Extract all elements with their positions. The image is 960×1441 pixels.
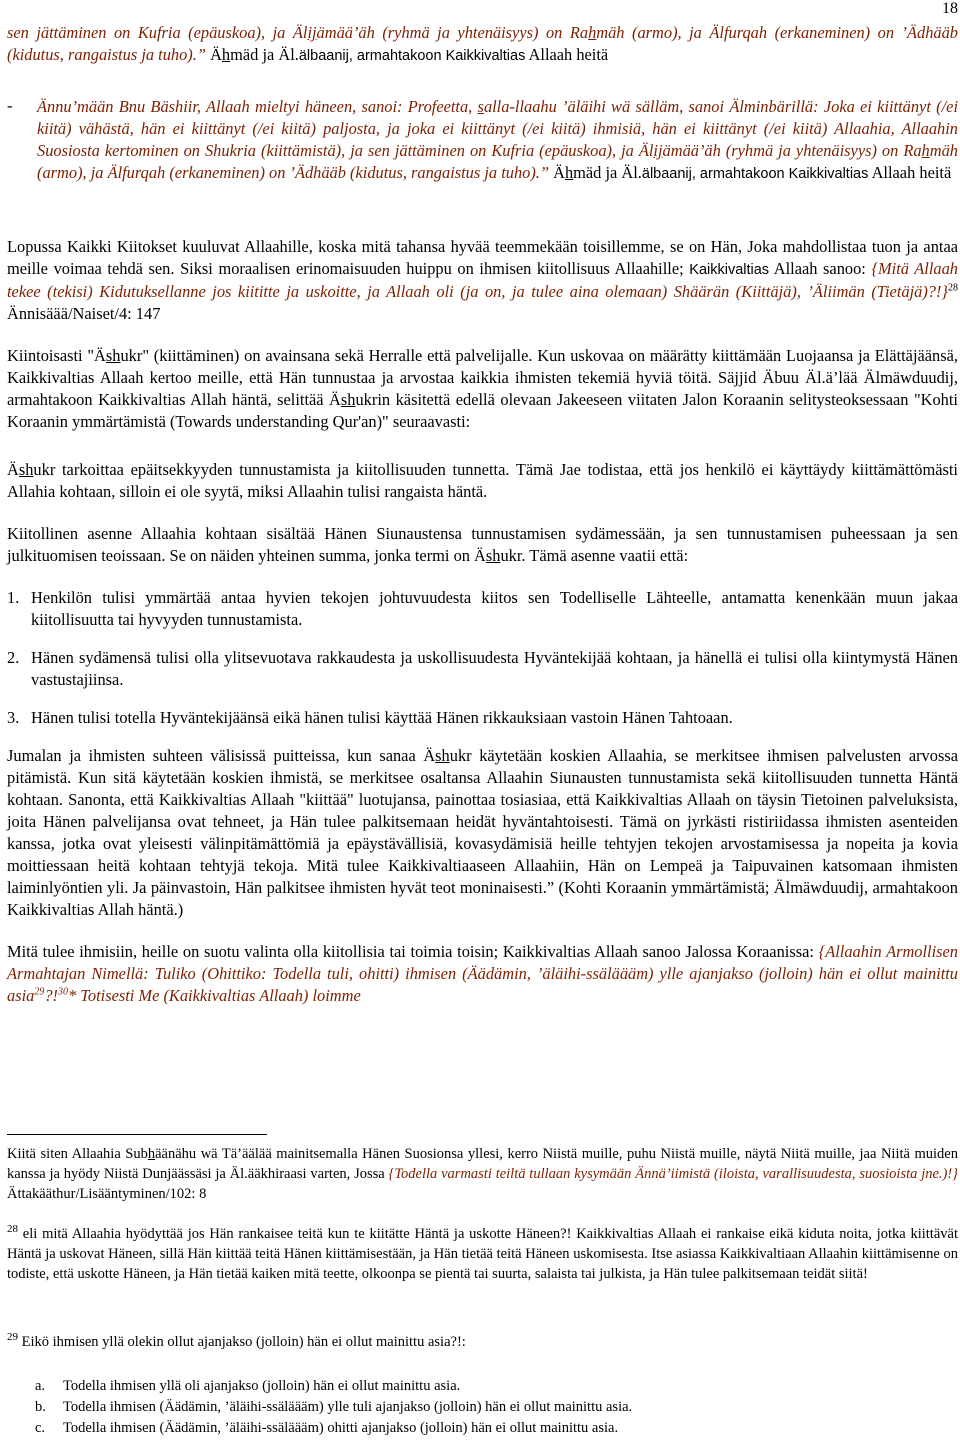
page-number: 18 bbox=[942, 0, 958, 17]
list-item: 3. Hänen tulisi totella Hyväntekijäänsä eikä hänen tulisi käyttää Hänen rikkauksiaan vastoin Hänen Tahtoaan. bbox=[7, 708, 733, 727]
list-item: 1. Henkilön tulisi ymmärtää antaa hyvien tekojen johtuvuudesta kiitos sen Todelliselle Lähteelle, antamatta kenenkään muun jakaa kiitollisuutta tai hyvyyden tunnustamista. bbox=[7, 588, 958, 629]
list-item: a. Todella ihmisen yllä oli ajanjakso (jolloin) hän ei ollut mainittu asia. bbox=[35, 1378, 461, 1394]
footnote-continuation: Kiitä siten Allaahia Subhäänähu wä Tä’äälää mainitsemalla Hänen Suosionsa yllesi, kerro Niistä muille, puhu Niistä muille, näytä Niitä muille, jaa Niitä muiden kanssa ja hyödy Niistä Dunjäässäsi ja Äl.ääkhiraasi varten, Jossa {Todella varmasti teiltä tullaan kysymään Ännä’iimistä (iloista, varallisuudesta, suosioista jne.)!} Ättakääthur/Lisääntyminen/102: 8 bbox=[7, 1146, 958, 1202]
list-dash: - bbox=[7, 96, 13, 115]
footnote-29-list bbox=[7, 1376, 958, 1439]
hadith-item bbox=[7, 96, 958, 185]
footnote-29: $^{29}$ Eikö ihmisen yllä olekin ollut ajanjakso (jolloin) hän ei ollut mainittu asia?!: bbox=[7, 1331, 466, 1350]
hadith-text: Ännu’mään Bnu Bäshiir, Allaah mieltyi häneen, sanoi: Profeetta, salla-llaahu ’äläihi wä sälläm, sanoi Älminbärillä: Joka ei kiittänyt (/ei kiitä) vähästä, hän ei kiittänyt (/ei kiitä) paljosta, ja joka ei kiittänyt (/ei kiitä) ihmisiä, hän ei kiittänyt (/ei kiitä) Allaahia, Allaahin Suosiosta kertominen on Shukria (kiittämistä), ja sen jättäminen on Kufria (epäuskoa), ja Älijämää’äh (ryhmä ja yhtenäisyys) on Rahmäh (armo), ja Älfurqah (erkaneminen) on ’Ädhääb (kidutus, rangaistus ja tuho).” Ähmäd ja Äl.älbaanij, armahtakoon Kaikkivaltias Allaah heitä bbox=[37, 97, 958, 182]
paragraph-humans: Mitä tulee ihmisiin, heille on suotu valinta olla kiitollisia tai toimia toisin; Kaikkivaltias Allaah sanoo Jalossa Koraanissa: {Allaahin Armollisen Armahtajan Nimellä: Tuliko (Ohittiko: Todella tuli, ohitti) ihmisen (Äädämin, ’äläihi-ssäläääm) ylle ajanjakso (jolloin) hän ei ollut mainittu asia$^{29}$?!$^{30}$* Totisesti Me (Kaikkivaltias Allaah) loimme bbox=[7, 942, 958, 1005]
paragraph-relation: Jumalan ja ihmisten suhteen välisissä puitteissa, kun sanaa Äshukr käytetään koskien Allaahia, se merkitsee ihmisen palvelusten arvossa pitämistä. Kun sitä käytetään koskien ihmistä, se merkitsee osaltansa Allaahin Siunausten tunnustamista sekä kiitollisuuden tunnetta Häntä kohtaan. Sanonta, että Kaikkivaltias Allaah "kiittää" luotujansa, painottaa tosiasiaa, että Kaikkivaltias Allaah on täysin Tietoinen palveluksista, joita Hänen palvelijansa ovat tehneet, ja Hän tulee palkitsemaan heidät hyväntahtoisesti. Tämä on jyrkästi ristiriidassa ihmisten asenteiden kanssa, jotka ovat yleisesti välinpitämättömiä ja epäystävällisiä, kovasydämisiä heille tehtyjen tekojen arvostamisessa ja nopeita ja kovia moittiessaan heitä kohtaan tehtyjä tekoja. Mitä tulee Kaikkivaltiaaseen Allaahiin, Hän on Lempeä ja Taipuvainen katsomaan ihmisten laiminlyöntien yli. Ja päinvastoin, Hän palkitsee ihmisten hyvät teot moninaisesti.” (Kohti Koraanin ymmärtämistä; Älmäwduudij, armahtakoon Kaikkivaltias Allah häntä.) bbox=[7, 746, 959, 919]
paragraph-ashukr: Kiintoisasti "Äshukr" (kiittäminen) on avainsana sekä Herralle että palvelijalle. Kun uskovaa on määrätty kiittämään Luojaansa ja Elättäjäänsä, Kaikkivaltias Allaah kertoo meille, että Hän tunnustaa ja arvostaa kaikkia ihmisten tekemiä hyviä töitä. Säjjid Äbuu Äl.ä’lää Älmäwduudij, armahtakoon Kaikkivaltias Allah häntä, selittää Äshukrin käsitettä edellä olevaan Jakeeseen viitaten Jalon Koraanin selitysteoksessaan "Kohti Koraanin ymmärtämistä (Towards understanding Qur'an)" seuraavasti: bbox=[7, 346, 959, 431]
list-item: b. Todella ihmisen (Äädämin, ’äläihi-ssäläääm) ylle tuli ajanjakso (jolloin) hän ei ollut mainittu asia. bbox=[35, 1399, 633, 1415]
footnote-divider bbox=[7, 1134, 267, 1135]
list-item: c. Todella ihmisen (Äädämin, ’äläihi-ssäläääm) ohitti ajanjakso (jolloin) hän ei ollut mainittu asia. bbox=[35, 1420, 619, 1436]
main-body bbox=[7, 236, 958, 1007]
continuation-paragraph: sen jättäminen on Kufria (epäuskoa), ja Älijämää’äh (ryhmä ja yhtenäisyys) on Rahmäh (armo), ja Älfurqah (erkaneminen) on ’Ädhääb (kidutus, rangaistus ja tuho).” Ähmäd ja Äl.älbaanij, armahtakoon Kaikkivaltias Allaah heitä bbox=[7, 23, 958, 64]
footnote-28: $^{28}$ eli mitä Allaahia hyödyttää jos Hän rankaisee teitä kun te kiitätte Häntä ja uskotte Häneen?! Kaikkivaltias Allaah ei rankaise eikä kiduta noita, jotka kiittävät Häntä ja uskovat Häneen, sillä Hän kiittää teitä Hänen kiittämisestään, ja Hän tietää teitä Häneen uskomisesta. Itse asiassa Kaikkivaltiaan Allaahin kiittämisenne on todiste, että uskotte Häneen, ja Hän tietää kaiken mitä teette, olkoonpa se pientä tai suurta, salaista tai julkista, ja Hän tulee palkitsemaan teidät siitä! bbox=[7, 1223, 958, 1282]
paragraph-definition: Äshukr tarkoittaa epäitsekkyyden tunnustamista ja kiitollisuuden tunnetta. Tämä Jae todistaa, että jos henkilö ei käyttäydy kiittämättömästi Allahia kohtaan, silloin ei ole syytä, miksi Allaahin tulisi rangaista häntä. bbox=[7, 460, 958, 501]
paragraph-thanks: Lopussa Kaikki Kiitokset kuuluvat Allaahille, koska mitä tahansa hyvää teemmekään toisillemme, se on Hän, Joka mahdollistaa tuon ja antaa meille voimaa tehdä sen. Siksi moraalisen erinomaisuuden huippu on ihmisen kiitollisuus Allaahille; Kaikkivaltias Allaah sanoo: {Mitä Allaah tekee (tekisi) Kidutuksellanne jos kiititte ja uskoitte, ja Allaah oli (ja on, ja tulee aina olemaan) Shäärän (Kiittäjä), ’Äliimän (Tietäjä)?!}$^{28}$ Ännisäää/Naiset/4: 147 bbox=[7, 237, 958, 323]
requirements-list bbox=[7, 587, 958, 729]
paragraph-attitude: Kiitollinen asenne Allaahia kohtaan sisältää Hänen Siunaustensa tunnustamisen sydämessään, ja sen tunnustamisen puheessaan ja sen julkituomisen teoissaan. Se on näiden yhteinen summa, jonka termi on Äshukr. Tämä asenne vaatii että: bbox=[7, 524, 958, 565]
list-item: 2. Hänen sydämensä tulisi olla ylitsevuotava rakkaudesta ja uskollisuudesta Hyväntekijää kohtaan, ja hänellä ei tulisi olla kiintymystä Hänen vastustajiinsa. bbox=[7, 648, 958, 689]
